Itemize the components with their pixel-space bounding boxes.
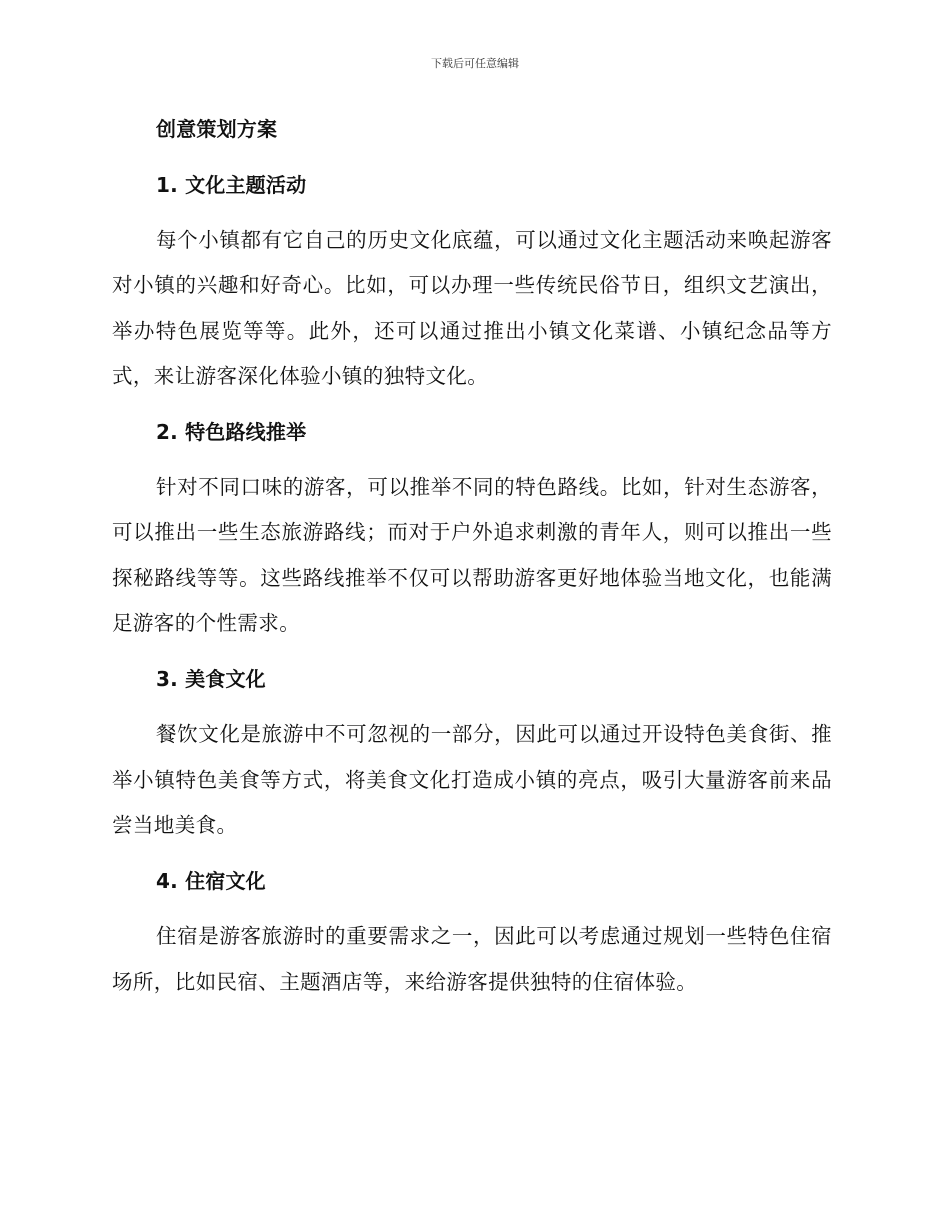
section-heading-1: 1. 文化主题活动 <box>156 173 307 197</box>
section-heading-4: 4. 住宿文化 <box>156 869 266 894</box>
header-note: 下载后可任意编辑 <box>431 57 519 70</box>
document-title: 创意策划方案 <box>156 117 278 141</box>
section-paragraph-4: 住宿是游客旅游时的重要需求之一，因此可以考虑通过规划一些特色住宿场所，比如民宿、主题酒店等，来给游客提供独特的住宿体验。 <box>112 924 832 994</box>
section-heading-3: 3. 美食文化 <box>156 667 266 692</box>
document-body <box>112 114 832 1023</box>
section-paragraph-3: 餐饮文化是旅游中不可忽视的一部分，因此可以通过开设特色美食街、推举小镇特色美食等方式，将美食文化打造成小镇的亮点，吸引大量游客前来品尝当地美食。 <box>112 722 832 837</box>
section-paragraph-2: 针对不同口味的游客，可以推举不同的特色路线。比如，针对生态游客，可以推出一些生态旅游路线；而对于户外追求刺激的青年人，则可以推出一些探秘路线等等。这些路线推举不仅可以帮助游客更好地体验当地文化，也能满足游客的个性需求。 <box>112 475 832 636</box>
section-heading-2: 2. 特色路线推举 <box>156 420 307 445</box>
section-paragraph-1: 每个小镇都有它自己的历史文化底蕴，可以通过文化主题活动来唤起游客对小镇的兴趣和好奇心。比如，可以办理一些传统民俗节日，组织文艺演出，举办特色展览等等。此外，还可以通过推出小镇文化菜谱、小镇纪念品等方式，来让游客深化体验小镇的独特文化。 <box>112 228 832 388</box>
